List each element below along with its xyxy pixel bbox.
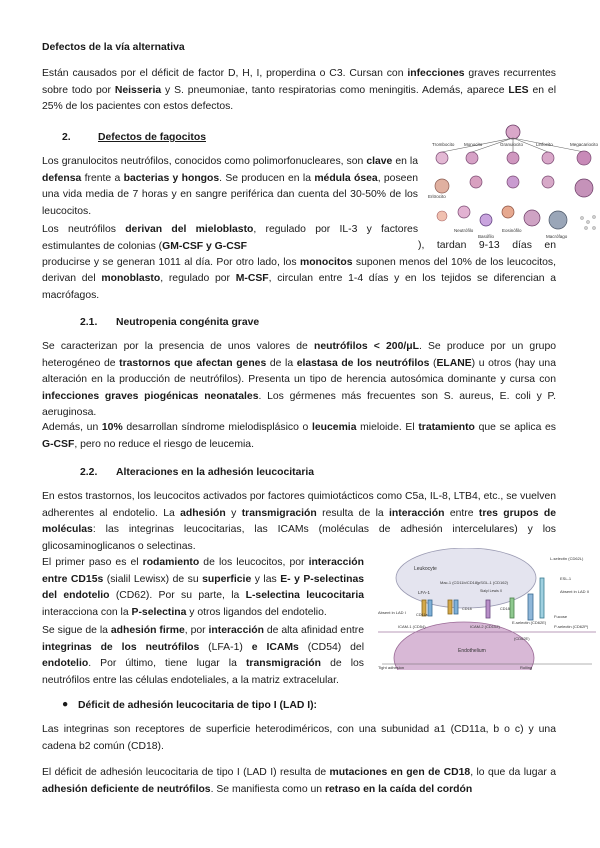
figure1-label-eosinofilo: Eosinófilo — [502, 228, 522, 233]
section-2-2-heading — [80, 466, 314, 480]
cell-icon — [577, 151, 591, 165]
cell-icon — [575, 179, 593, 197]
label-psgl: pSGL-1 (CD162) — [478, 580, 509, 585]
figure1-label-monocito: Monocito — [464, 142, 483, 147]
cell-icon — [436, 152, 448, 164]
section-2-2-paragraph-1: En estos trastornos, los leucocitos activados por factores quimiotácticos como C5a, IL-8, LTB4, etc., se vuelven adherentes al endotelio. La adhesión y transmigración resulta de la interacción entre tres grupos de moléculas: las integrinas leucocitarias, las ICAMs (moléculas de adhesión intercelulares) y los glicosaminoglicanos o selectinas. — [42, 491, 556, 552]
label-eselectin: E-selectin (CD62E) — [512, 620, 547, 625]
label-mac1: Mac-1 (CD11b/CD18) — [440, 580, 479, 585]
figure1-label-trombocito: Trombocito — [432, 142, 455, 147]
cell-icon — [458, 206, 470, 218]
lad1-heading: Déficit de adhesión leucocitaria de tipo I (LAD I): — [78, 700, 318, 711]
cell-icon — [542, 152, 554, 164]
cell-icon — [549, 211, 567, 229]
label-absent-lad1: Absent in LAD I — [378, 610, 406, 615]
hematopoiesis-figure — [424, 124, 600, 244]
label-endothelium: Endothelium — [458, 648, 486, 654]
platelet-icons — [580, 215, 595, 229]
leukocyte-cell — [396, 548, 536, 608]
figure1-label-neutrofilo: Neutrófilo — [454, 228, 474, 233]
cell-icon — [502, 206, 514, 218]
lad1-paragraph-1: Las integrinas son receptores de superficie heterodiméricos, con una subunidad a1 (CD11a, b o c) y una cadena b2 común (CD18). — [42, 724, 556, 752]
label-icam2: ICAM-2 (CD102) — [470, 624, 500, 629]
alt-path-heading: Defectos de la vía alternativa — [42, 42, 185, 53]
section-2-1-paragraph-2: Además, un 10% desarrollan síndrome mielodisplásico o leucemia mieloide. El tratamiento que se aplica es G-CSF, pero no reduce el riesgo de leucemia. — [42, 422, 557, 450]
section-2-1-number: 2.1. — [80, 317, 98, 328]
integrin-shape — [454, 600, 458, 614]
cell-icon — [507, 176, 519, 188]
section-2-paragraph-2-start: Los neutrófilos derivan del mieloblasto, regulado por IL-3 y factores estimulantes de colonias (GM-CSF y G-CSF — [42, 224, 419, 252]
figure1-label-linfocito: Linfocito — [536, 142, 553, 147]
integrin-shape — [448, 600, 452, 614]
cell-icon — [466, 152, 478, 164]
label-esl1: ESL-1 — [560, 576, 572, 581]
integrin-shape — [428, 600, 432, 616]
section-2-heading — [62, 131, 206, 145]
figure1-label-basofilo: Basófilo — [478, 234, 495, 239]
label-fucose: Fucose — [554, 614, 568, 619]
label-leukocyte: Leukocyte — [414, 566, 437, 572]
cell-icon — [542, 176, 554, 188]
selectin-ligand-shape — [510, 598, 514, 618]
cell-icon — [507, 152, 519, 164]
label-absent-lad2: Absent in LAD II — [560, 589, 589, 594]
label-lselectin: L-selectin (CD62L) — [550, 556, 584, 561]
figure1-label-macrofago: Macrófago — [546, 234, 568, 239]
section-2-title: Defectos de fagocitos — [98, 132, 206, 143]
endothelium-cell — [394, 622, 534, 670]
cell-icon — [480, 214, 492, 226]
label-icam1: ICAM-1 (CD54) — [398, 624, 426, 629]
selectin-shape — [528, 594, 533, 620]
section-2-1-heading — [80, 316, 259, 330]
section-2-number: 2. — [62, 132, 71, 143]
section-2-1-paragraph-1: Se caracterizan por la presencia de unos valores de neutrófilos < 200/μL. Se produce por un grupo heterogéneo de trastornos que afectan genes de la elastasa de los neutrófilos (ELANE) u otros (hay una alteración en la producción de neutrófilos). Presenta un tipo de herencia autosómica dominante y cursa con infecciones graves piogénicas neonatales. Los gérmenes más frecuentes son S. aureus, E. coli y P. aeruginosa. — [42, 341, 557, 419]
leukocyte-adhesion-figure — [378, 548, 596, 670]
bullet-icon: ● — [62, 699, 69, 710]
label-cd62e: (CD62E) — [514, 636, 530, 641]
label-cd18-b: CD18 — [500, 607, 510, 611]
label-cd18-a: CD18 — [462, 607, 472, 611]
label-tight-adhesion: Tight adhesion — [378, 665, 405, 670]
label-sialyl: Sialyl Lewis X — [480, 589, 503, 593]
section-2-2-paragraph-2: El primer paso es el rodamiento de los leucocitos, por interacción entre CD15s (sialil Lewisx) de su superficie y las E- y P-selectinas del endotelio (CD62). Por su parte, la L-selectina leucocitaria interacciona con la P-selectina y otros ligandos del endotelio. — [42, 557, 365, 618]
cell-icon — [470, 176, 482, 188]
figure1-label-eritrocito: Eritrocito — [428, 194, 446, 199]
cell-icon — [524, 210, 540, 226]
section-2-paragraph-2: ), tardan 9-13 días en producirse y se generan 1011 al día. Por otro lado, los monocitos suponen menos del 10% de los leucocitos, derivan del monoblasto, regulado por M-CSF, circulan entre 1-4 días y en los tejidos se diferencian a macrófagos. — [42, 240, 556, 301]
section-2-2-number: 2.2. — [80, 467, 98, 478]
label-rolling: Rolling — [520, 665, 533, 670]
section-2-2-paragraph-3: Se sigue de la adhesión firme, por interacción de alta afinidad entre integrinas de los neutrófilos (LFA-1) e ICAMs (CD54) del endotelio. Por último, tiene lugar la transmigración de los neutrófilos entre las células endoteliales, a la matriz extracelular. — [42, 625, 364, 686]
cell-icon — [435, 179, 449, 193]
section-2-1-title: Neutropenia congénita grave — [116, 317, 260, 328]
label-cd11a: CD11a — [416, 613, 428, 617]
label-lfa1: LFA-1 — [418, 590, 431, 595]
label-pselectin: P-selectin (CD62P) — [554, 624, 589, 629]
figure1-label-megacariocito: Megacariocito — [570, 142, 599, 147]
section-2-paragraph-1: Los granulocitos neutrófilos, conocidos como polimorfonucleares, son clave en la defensa frente a bacterias y hongos. Se producen en la médula ósea, poseen una vida media de 7 horas y en sangre periférica dan cuenta del 30-50% de los leucocitos. — [42, 156, 418, 217]
stem-cell-icon — [506, 125, 520, 139]
section-2-2-title: Alteraciones en la adhesión leucocitaria — [116, 467, 315, 478]
selectin-ligand-shape — [486, 600, 490, 618]
alt-path-paragraph: Están causados por el déficit de factor D, H, I, properdina o C3. Cursan con infecciones graves recurrentes sobre todo por Neisseria y S. pneumoniae, tanto respiratorias como meningitis. Además, aparece LES en el 25% de los pacientes con estos defectos. — [42, 68, 557, 113]
lad1-paragraph-2: El déficit de adhesión leucocitaria de tipo I (LAD I) resulta de mutaciones en gen de CD18, lo que da lugar a adhesión deficiente de neutrófilos. Se manifiesta como un retraso en la caída del cordón — [42, 767, 556, 795]
cell-icon — [437, 211, 447, 221]
figure1-label-granulocito: Granulocito — [500, 142, 524, 147]
selectin-shape — [540, 578, 544, 618]
